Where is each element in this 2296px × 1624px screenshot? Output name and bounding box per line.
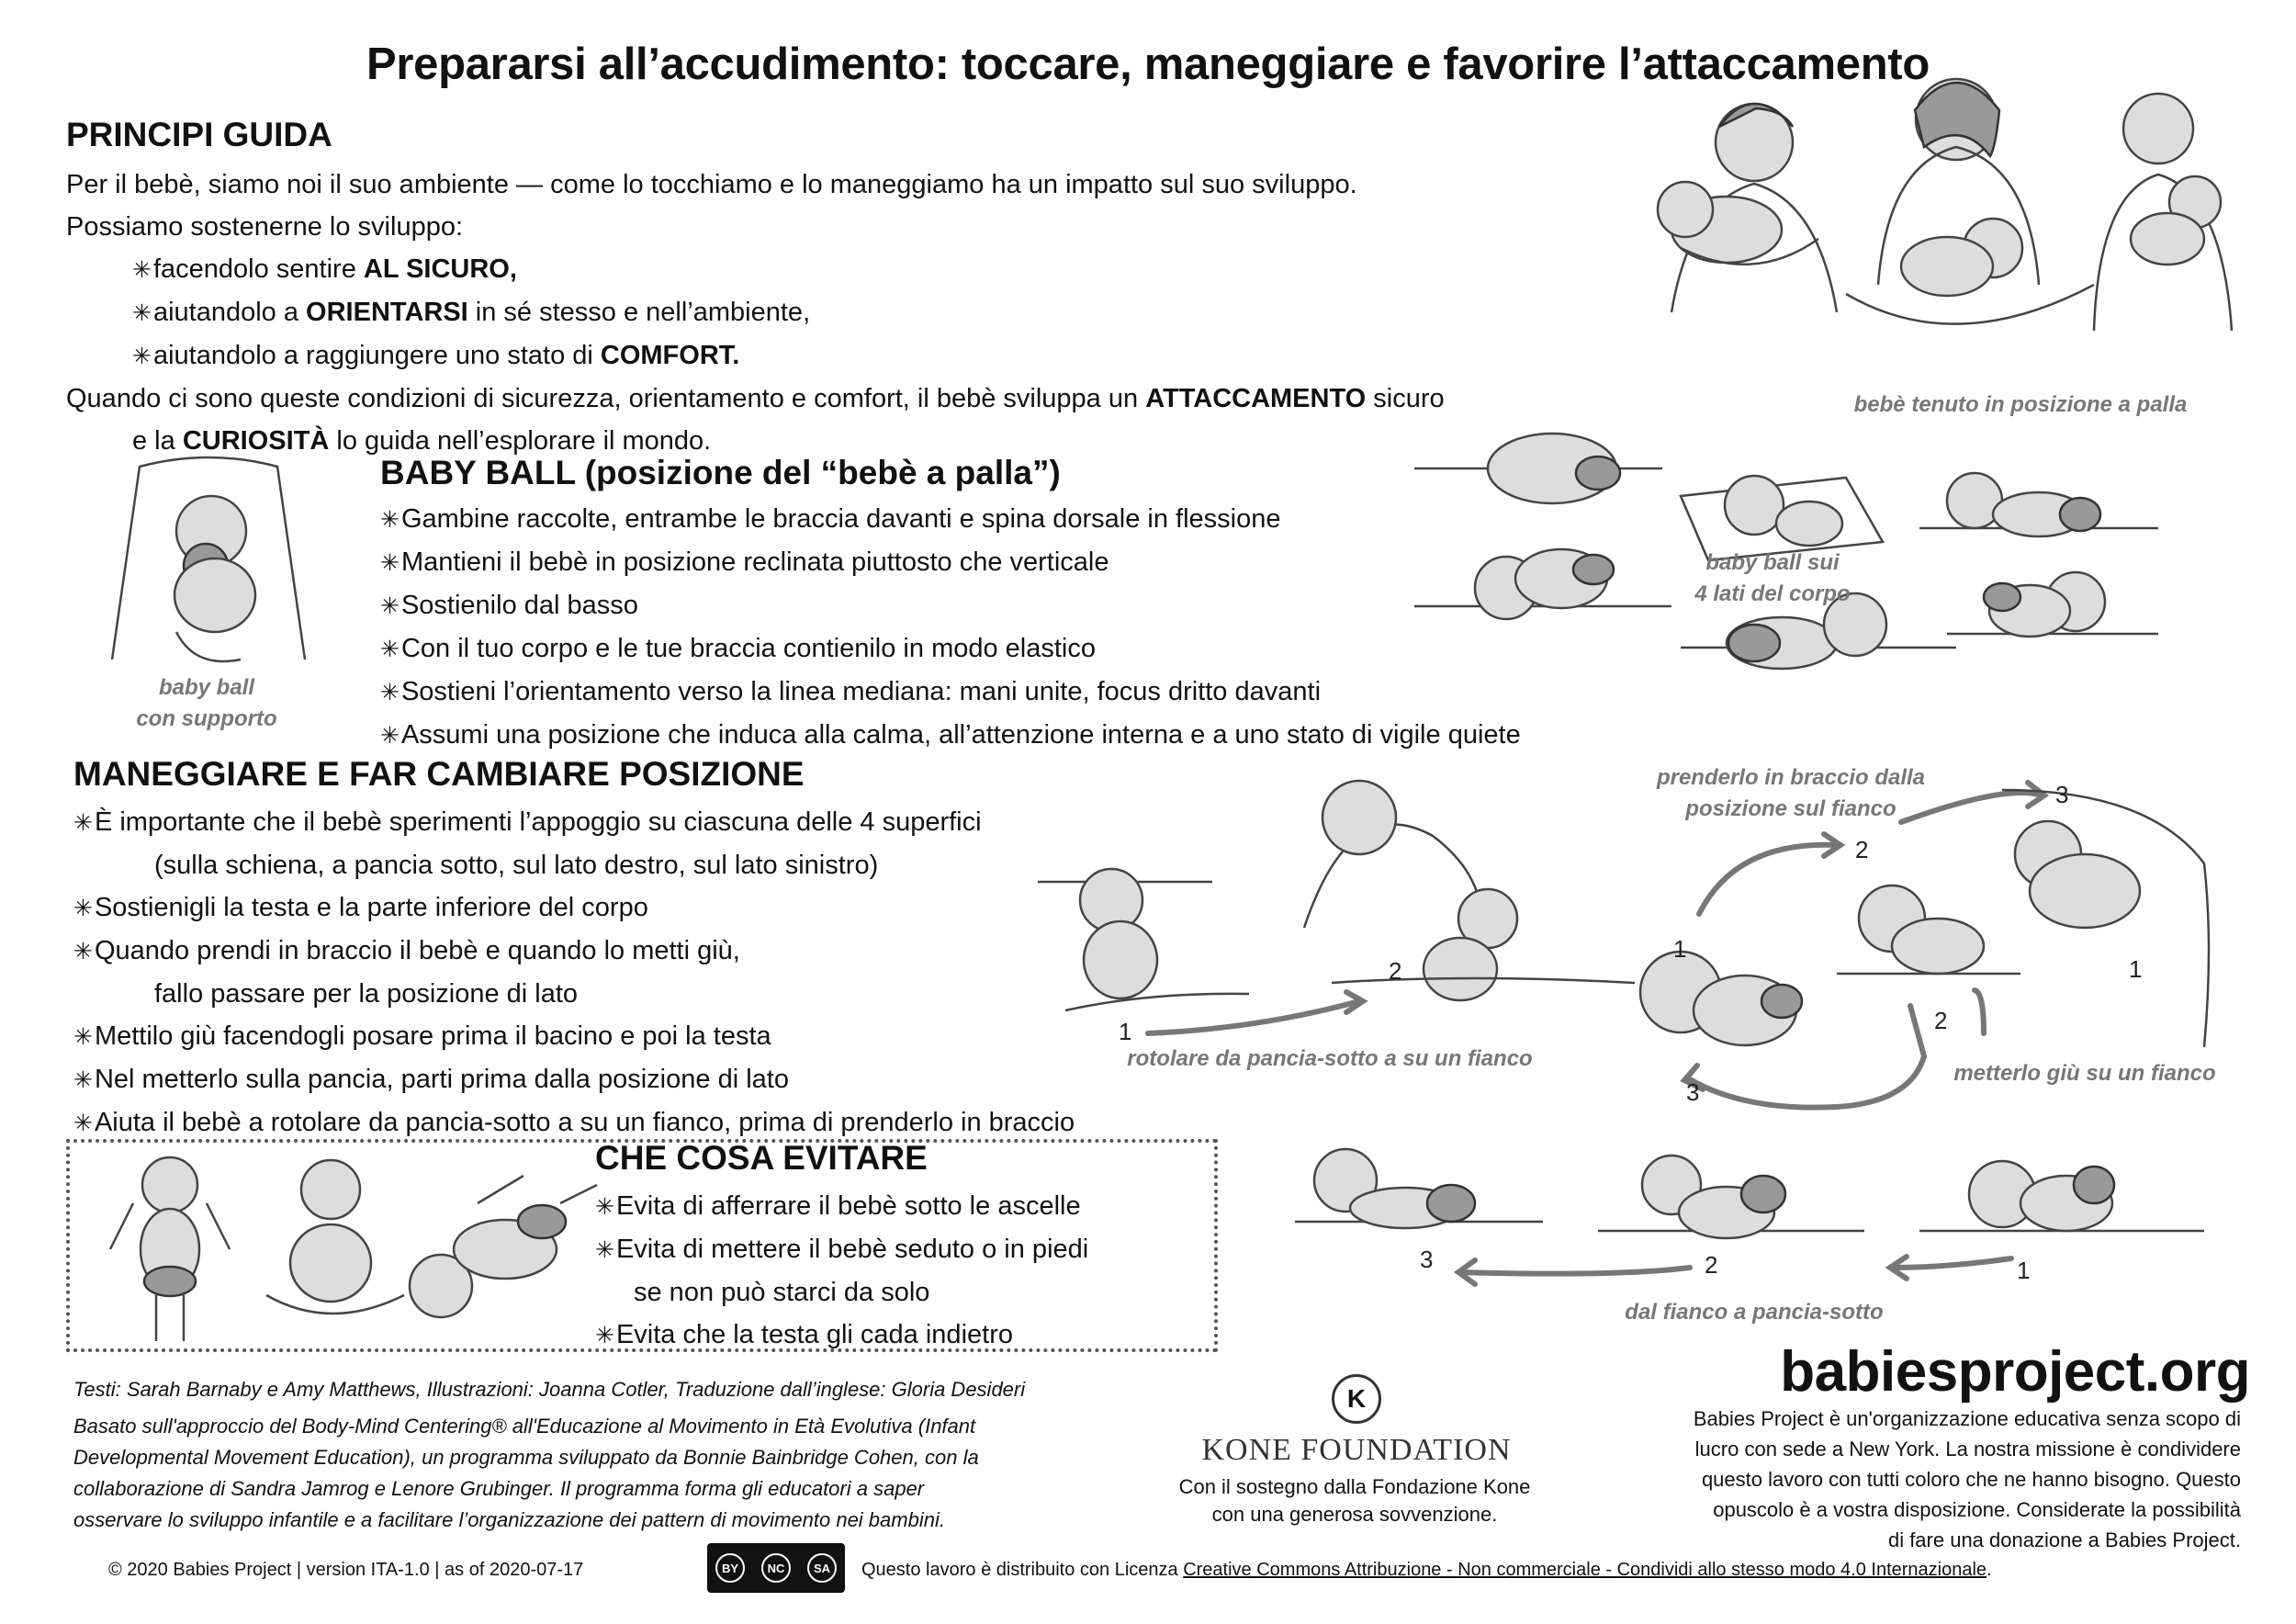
avoid-item: ✳ Evita di mettere il bebè seduto o in piedi <box>595 1228 1088 1271</box>
putdown-step-2: 2 <box>1934 1007 1948 1034</box>
caption-holding: bebè tenuto in posizione a palla <box>1853 392 2188 417</box>
cc-license-badge-icon[interactable] <box>707 1543 845 1593</box>
babiesproject-site[interactable]: babiesproject.org <box>1780 1340 2250 1404</box>
kone-sub: Con il sostegno dalla Fondazione Kone con una generosa sovvenzione. <box>1178 1475 1531 1526</box>
avoid-heading: CHE COSA EVITARE <box>595 1139 928 1177</box>
avoid-item: ✳ Evita che la testa gli cada indietro <box>595 1314 1088 1357</box>
cc-by-icon: BY <box>715 1553 745 1583</box>
adult-holding-baby-1 <box>1658 104 1837 312</box>
belly-step-1-num: 1 <box>2017 1257 2031 1284</box>
babyball-item: ✳ Con il tuo corpo e le tue braccia contienilo in modo elastico <box>380 627 1521 671</box>
principles-heading: PRINCIPI GUIDA <box>66 116 332 153</box>
putdown-step-3: 3 <box>1686 1078 1700 1106</box>
credits-body: Basato sull'approccio del Body-Mind Centering® all'Educazione al Movimento in Età Evolutiva (Infant Developmental Movement Education), un programma sviluppato da Bonnie Bainbridge Cohen, con la collaborazione di Sandra Jamrog e Lenore Grubinger. Il programma forma gli educatori a saper osservare lo sviluppo infantile e a facilitare l’organizzazione dei pattern di movimento nei bambini. <box>73 1415 979 1531</box>
babyball-heading: BABY BALL (posizione del “bebè a palla”) <box>380 454 1061 491</box>
avoid-illustration <box>83 1148 615 1346</box>
handling-item: ✳ È importante che il bebè sperimenti l’appoggio su ciascuna delle 4 superfici <box>73 801 1075 844</box>
roll-sequence <box>1038 781 1635 1033</box>
pickup-step-1: 1 <box>1673 935 1687 963</box>
putdown-step-1: 1 <box>2129 955 2143 983</box>
kone-name: KONE FOUNDATION <box>1201 1433 1512 1467</box>
babyball-item: ✳ Sostieni l’orientamento verso la linea mediana: mani unite, focus dritto davanti <box>380 671 1521 714</box>
avoid-item-cont: se non può starci da solo <box>634 1278 930 1307</box>
handling-list <box>73 801 1075 1145</box>
handling-item-cont: (sulla schiena, a pancia sotto, sul lato destro, sul lato sinistro) <box>154 851 879 880</box>
belly-step-2-num: 2 <box>1705 1251 1718 1279</box>
handling-item: ✳ Aiuta il bebè a rotolare da pancia-sotto a su un fianco, prima di prenderlo in braccio <box>73 1101 1075 1145</box>
principles-intro-1: Per il bebè, siamo noi il suo ambiente — come lo tocchiamo e lo maneggiamo ha un impatto sul suo sviluppo. <box>66 170 1357 199</box>
baby-head-back <box>410 1176 597 1317</box>
footer-copyright: © 2020 Babies Project | version ITA-1.0 | as of 2020-07-17 <box>108 1560 584 1580</box>
holding-illustration <box>1616 55 2259 386</box>
babiesproject-blurb: Babies Project è un'organizzazione educativa senza scopo di lucro con sede a New York. La nostra missione è condividere questo lavoro con tutti coloro che ne hanno bisogno. Questo opuscolo è a vostra disposizione. Considerate la possibilità di fare una donazione a Babies Project. <box>1693 1407 2241 1551</box>
roll-step-1: 1 <box>1119 1018 1132 1045</box>
credits-authors: Testi: Sarah Barnaby e Amy Matthews, Illustrazioni: Joanna Cotler, Traduzione dall’inglese: Gloria Desideri <box>73 1378 1026 1401</box>
kone-logo-icon: K <box>1332 1374 1381 1424</box>
roll-step-2: 2 <box>1389 957 1402 985</box>
avoid-item: ✳ Evita di afferrare il bebè sotto le ascelle <box>595 1185 1088 1228</box>
babyball-item: ✳ Gambine raccolte, entrambe le braccia davanti e spina dorsale in flessione <box>380 498 1521 541</box>
handling-item: ✳ Mettilo giù facendogli posare prima il bacino e poi la testa <box>73 1015 1075 1058</box>
handling-item: ✳ Nel metterlo sulla pancia, parti prima dalla posizione di lato <box>73 1058 1075 1101</box>
belly-step-3 <box>1295 1149 1543 1228</box>
babyball-list <box>380 498 1521 757</box>
principles-intro-2: Possiamo sostenerne lo sviluppo: <box>66 212 464 242</box>
adult-holding-baby-2 <box>2094 94 2232 331</box>
page-title: Prepararsi all’accudimento: toccare, maneggiare e favorire l’attaccamento <box>366 39 1930 89</box>
footer-license: Questo lavoro è distribuito con Licenza Creative Commons Attribuzione - Non commerciale - Condividi allo stesso modo 4.0 Internazionale. <box>861 1560 1992 1580</box>
baby-side-right <box>1919 473 2158 536</box>
principles-outro-2: e la CURIOSITÀ lo guida nell’esplorare il mondo. <box>132 426 712 456</box>
belly-step-2 <box>1598 1156 1864 1238</box>
principle-comfort: ✳ aiutandolo a raggiungere uno stato di COMFORT. <box>66 334 1445 378</box>
cc-sa-icon: SA <box>807 1553 837 1583</box>
adult-sitting-with-baby <box>1846 79 2094 324</box>
license-link[interactable]: Creative Commons Attribuzione - Non commerciale - Condividi allo stesso modo 4.0 Internazionale <box>1183 1560 1987 1580</box>
handling-item-cont: fallo passare per la posizione di lato <box>154 979 579 1009</box>
caption-babyball-four-sides: baby ball sui 4 lati del corpo <box>1694 550 1851 606</box>
baby-belly-right <box>1947 572 2158 637</box>
baby-sitting <box>266 1160 404 1314</box>
principles-text <box>66 164 1445 462</box>
handling-item: ✳ Quando prendi in braccio il bebè e quando lo metti giù, <box>73 930 1075 973</box>
caption-putdown: metterlo giù su un fianco <box>1953 1061 2216 1086</box>
caption-side-to-belly: dal fianco a pancia-sotto <box>1625 1300 1884 1325</box>
belly-step-3-num: 3 <box>1420 1246 1434 1273</box>
caption-roll: rotolare da pancia-sotto a su un fianco <box>1127 1046 1533 1071</box>
baby-lifted-armpits <box>110 1157 230 1341</box>
principles-outro: Quando ci sono queste condizioni di sicurezza, orientamento e comfort, il bebè sviluppa un ATTACCAMENTO sicuro <box>66 384 1445 413</box>
babyball-item: ✳ Sostienilo dal basso <box>380 584 1521 627</box>
principle-orient: ✳ aiutandolo a ORIENTARSI in sé stesso e nell’ambiente, <box>66 291 1445 334</box>
baby-on-back <box>1414 434 1662 503</box>
pickup-step-3: 3 <box>2055 781 2069 808</box>
handling-item: ✳ Sostienigli la testa e la parte inferiore del corpo <box>73 886 1075 930</box>
avoid-list <box>595 1185 1088 1357</box>
babyball-item: ✳ Mantieni il bebè in posizione reclinata piuttosto che verticale <box>380 541 1521 584</box>
caption-pickup: prenderlo in braccio dalla posizione sul fianco <box>1656 765 1926 821</box>
caption-babyball-support: baby ball con supporto <box>136 675 277 731</box>
principle-safe: ✳ facendolo sentire AL SICURO, <box>66 248 1445 291</box>
baby-on-belly-left <box>1414 549 1671 619</box>
babyball-item: ✳ Assumi una posizione che induca alla calma, all’attenzione interna e a uno stato di vigile quiete <box>380 714 1521 757</box>
side-to-belly-illustration <box>1286 1130 2259 1304</box>
cc-nc-icon: NC <box>761 1553 791 1583</box>
babyball-support-illustration <box>103 448 314 669</box>
pickup-step-2: 2 <box>1855 836 1869 863</box>
handling-heading: MANEGGIARE E FAR CAMBIARE POSIZIONE <box>73 755 805 793</box>
belly-step-1 <box>1919 1161 2204 1231</box>
